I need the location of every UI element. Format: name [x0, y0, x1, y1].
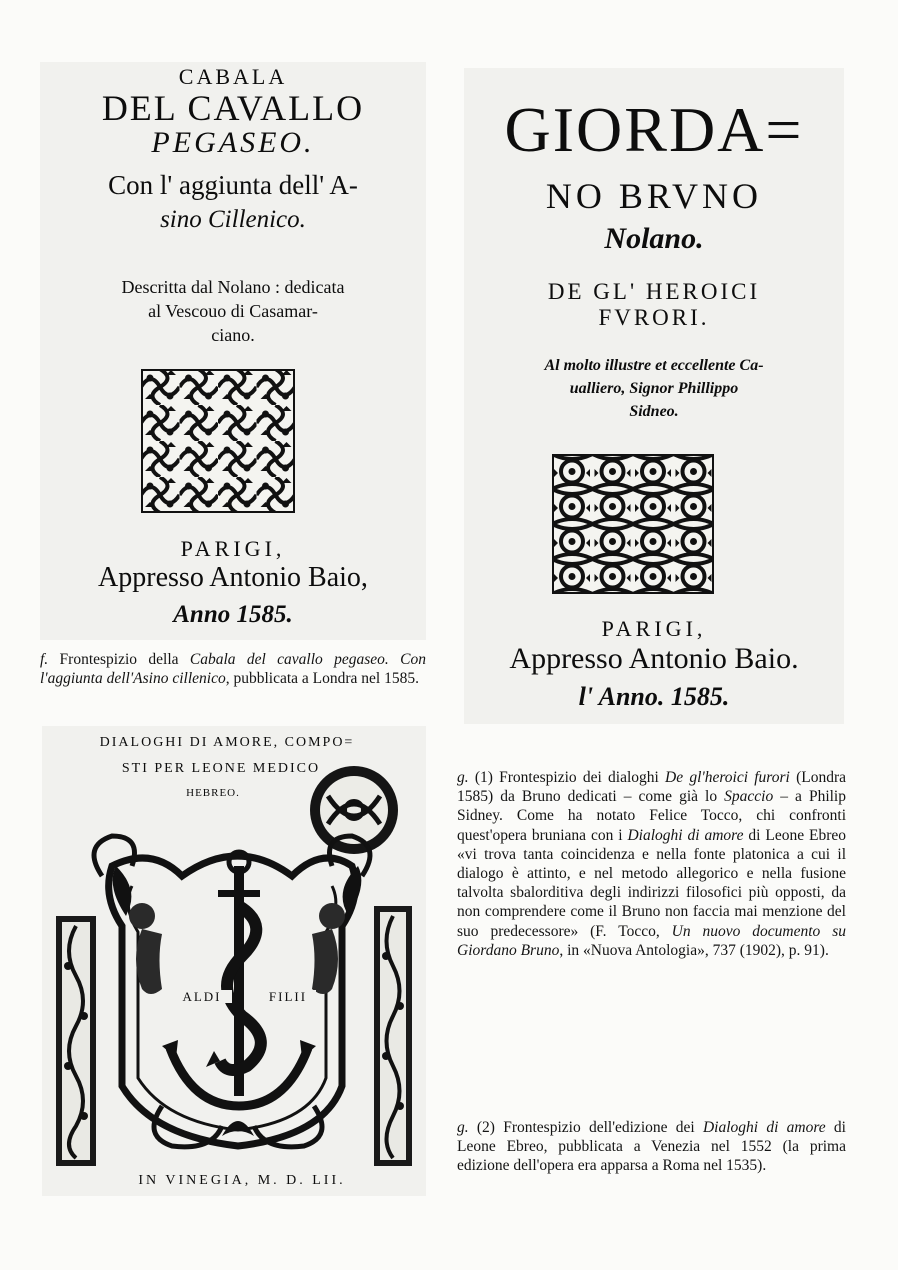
plate-f-line1: CABALA [178, 64, 288, 89]
plate-g1-printer: Appresso Antonio Baio. [509, 642, 799, 675]
caption-g2-text2: di Leone Ebreo, pubblicata a Venezia nel 1552 (la prima edizione dell'opera era apparsa a Roma nel 1535). [457, 1119, 846, 1175]
plate-g1-line6: Al molto illustre et eccellente Ca- [544, 357, 764, 374]
plate-g1-line7: ualliero, Signor Phillippo [569, 380, 739, 397]
caption-g1-text5: , in «Nuova Antologia», 737 (1902), p. 91). [559, 941, 829, 959]
caption-g1-text3: – a Philip Sidney. Come ha notato Felice Tocco, chi confronti quest'opera bruniana con i [457, 788, 846, 844]
anchor-dolphin [162, 852, 316, 1106]
caption-g1-text2: (Londra 1585) da Bruno dedicati – come già lo [457, 769, 847, 806]
caption-g1-title4: Un nuovo documento su Giordano Bruno [457, 922, 846, 959]
plate-f-line3: PEGASEO. [151, 126, 315, 159]
caption-g1-text4: di Leone Ebreo «vi trova tanta coincidenza e nella fonte platonica a cui il dialogo è attinto, e nel metodo allegorico e nella fusione talvolta sbalorditiva degli indirizzi filosofici più opposti, da non comprendere come il Bruno non faccia mai menzione del suo predecessore» (F. Tocco, [457, 826, 846, 940]
caption-g2-text1: (2) Frontespizio dell'edizione dei [468, 1119, 703, 1136]
plate-g2-line1: DIALOGHI DI AMORE, COMPO= [99, 735, 355, 750]
caption-f-text2: , pubblicata a Londra nel 1585. [225, 670, 419, 688]
plate-g1-line8: Sidneo. [629, 403, 679, 420]
plate-f-line6: Descritta dal Nolano : dedicata [121, 277, 345, 297]
caption-g1-label: g. [457, 769, 469, 786]
plate-f-line5: sino Cillenico. [160, 206, 306, 233]
caption-g1 [457, 768, 846, 960]
plate-f-line8: ciano. [211, 325, 255, 345]
plate-g2-line3: HEBREO. [186, 787, 240, 799]
caption-g2 [457, 1118, 846, 1176]
plate-f-printer: Appresso Antonio Baio, [98, 562, 368, 593]
plate-g1-line4: DE GL' HEROICI [547, 279, 761, 304]
plate-g1-line1: GIORDA= [504, 94, 804, 165]
caption-g1-title3: Dialoghi di amore [627, 826, 744, 844]
caption-f-text1: Frontespizio della [48, 651, 190, 668]
plate-g2-line2: STI PER LEONE MEDICO [121, 761, 321, 776]
plate-g1-line5: FVRORI. [598, 305, 710, 330]
plate-f-title-page [40, 62, 426, 640]
plate-f-line4: Con l' aggiunta dell' A- [108, 170, 358, 200]
plate-g2-imprint: IN VINEGIA, M. D. LII. [138, 1173, 346, 1188]
caption-g2-label: g. [457, 1119, 469, 1136]
plate-f-city: PARIGI, [180, 536, 286, 561]
shield-text-right: FILII [260, 990, 316, 1003]
caption-g1-text1: (1) Frontespizio dei dialoghi [468, 769, 666, 786]
plate-f-year: Anno 1585. [173, 601, 293, 628]
caption-g1-title2: Spaccio [724, 788, 774, 806]
printer-ornament-g1 [552, 454, 714, 594]
printer-ornament-f [141, 369, 295, 513]
plate-g1-title-page [464, 68, 844, 724]
plate-f-line7: al Vescouo di Casamar- [148, 301, 318, 321]
aldine-emblem [310, 766, 398, 854]
right-cherub [312, 866, 361, 994]
plate-g2-title-page [42, 726, 426, 1196]
plate-f-line2: DEL CAVALLO [101, 88, 365, 128]
caption-f-label: f. [40, 651, 49, 668]
caption-g2-title: Dialoghi di amore [702, 1119, 826, 1136]
aldine-woodcut [42, 766, 426, 1166]
plate-g1-line3: Nolano. [604, 222, 704, 255]
plate-g1-city: PARIGI, [601, 616, 707, 641]
plate-g1-year: l' Anno. 1585. [578, 682, 730, 711]
plate-g1-line2: NO BRVNO [545, 176, 763, 216]
shield-text-left: ALDI [172, 990, 232, 1003]
caption-g1-title1: De gl'heroici furori [665, 769, 790, 786]
caption-f-title: Cabala del cavallo pegaseo. Con l'aggiunta dell'Asino cillenico [40, 651, 426, 688]
caption-f [40, 650, 426, 688]
